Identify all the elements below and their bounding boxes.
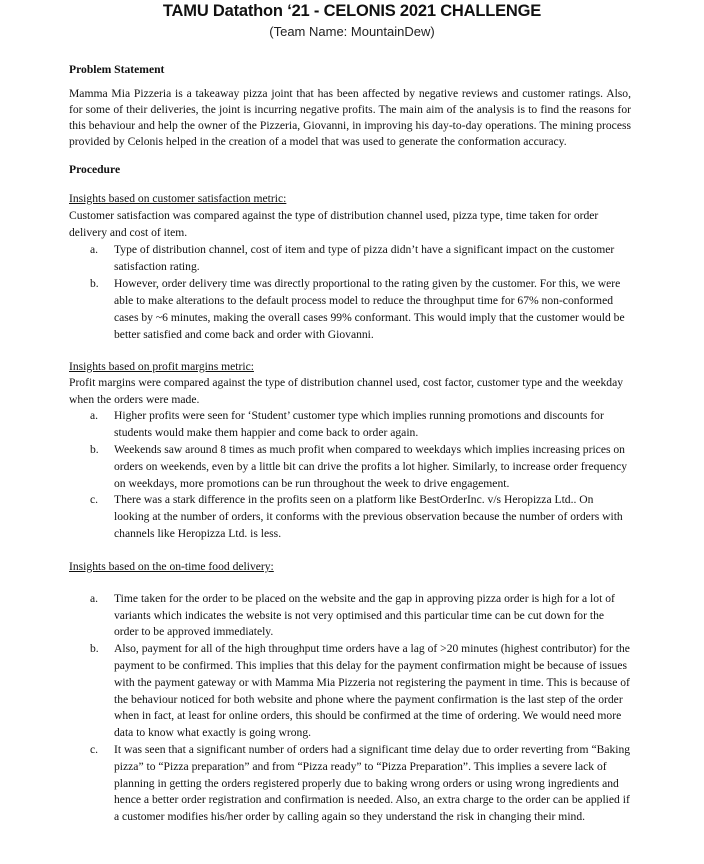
list-item <box>69 442 631 492</box>
section-heading-satisfaction: Insights based on customer satisfaction metric: <box>69 191 287 205</box>
list-item <box>69 408 631 442</box>
list-item-text: It was seen that a significant number of orders had a significant time delay due to order reverting from “Baking pizza” to “Pizza preparation” and from “Pizza ready” to “Pizza Preparation”. This implies a severe lack of planning in getting the orders registered properly due to baking wrong orders or using wrong ingredients and hence a better order registration and confirmation is needed. Also, an extra charge to the order can be applied if a customer modifies his/her order by calling again so they understand the risk in changing their mind. <box>114 742 631 824</box>
section-heading-delivery: Insights based on the on-time food delivery: <box>69 559 274 573</box>
list-item-text: However, order delivery time was directly proportional to the rating given by the customer. For this, we were able to make alterations to the default process model to reduce the throughput time for 67% non-conformed cases by ~6 minutes, making the overall cases 99% conformant. This would imply that the customer would be better satisfied and come back and order with Giovanni. <box>114 276 625 341</box>
list-item <box>69 241 631 275</box>
list-marker: b. <box>90 276 99 290</box>
list-item <box>69 641 631 742</box>
list-item <box>69 275 631 343</box>
section-intro-profit: Profit margins were compared against the type of distribution channel used, cost factor, customer type and the weekday when the orders were made. <box>69 375 624 406</box>
list-marker: a. <box>90 242 99 256</box>
list-satisfaction <box>69 241 631 343</box>
team-name: (Team Name: MountainDew) <box>269 24 435 39</box>
list-item-text: Type of distribution channel, cost of item and type of pizza didn’t have a significant impact on the customer satisfaction rating. <box>114 242 615 273</box>
list-item-text: Higher profits were seen for ‘Student’ customer type which implies running promotions and discounts for students would make them happier and come back to order again. <box>114 409 604 440</box>
list-delivery <box>69 591 631 826</box>
list-item-text: Also, payment for all of the high throughput time orders have a lag of >20 minutes (highest contributor) for the payment to be confirmed. This implies that this delay for the payment confirmation might be because of issues with the payment gateway or with Mamma Mia Pizzeria not registering the payment in time. This is because of the behaviour noticed for both website and phone where the payment confirmation is the last step of the order when in fact, at least for online orders, this should be confirmed at the time of ordering. We would need more data to know what exactly is going wrong. <box>114 642 630 740</box>
list-item-text: Time taken for the order to be placed on the website and the gap in approving pizza order is high for a lot of variants which indicates the website is not very optimised and this particular time can be cut down for the order to be approved immediately. <box>114 591 615 639</box>
list-marker: b. <box>90 442 99 456</box>
list-marker: b. <box>90 642 99 656</box>
list-profit <box>69 408 631 542</box>
list-marker: a. <box>90 409 99 423</box>
list-marker: c. <box>90 742 99 756</box>
list-marker: a. <box>90 591 99 605</box>
procedure-heading: Procedure <box>69 163 121 177</box>
problem-heading: Problem Statement <box>69 63 165 76</box>
list-item <box>69 591 631 641</box>
list-item <box>69 742 631 826</box>
list-item-text: Weekends saw around 8 times as much profit when compared to weekdays which implies increasing prices on orders on weekends, even by a little bit can drive the profits a lot higher. Similarly, to increase order frequency on weekdays, more promotions can be run throughout the week to drive engagement. <box>114 442 628 490</box>
list-item <box>69 492 631 542</box>
problem-text: Mamma Mia Pizzeria is a takeaway pizza joint that has been affected by negative reviews and customer ratings. Also, for some of their deliveries, the joint is incurring negative profits. The main aim of the analysis is to find the reasons for this behaviour and help the owner of the Pizzeria, Giovanni, in improving his day-to-day operations. The mining process provided by Celonis helped in the creation of a model that was used to generate the conformation accuracy. <box>69 87 631 149</box>
document-body <box>69 62 631 826</box>
section-intro-satisfaction: Customer satisfaction was compared against the type of distribution channel used, pizza type, time taken for order delivery and cost of item. <box>69 208 599 239</box>
section-heading-profit: Insights based on profit margins metric: <box>69 359 254 373</box>
list-item-text: There was a stark difference in the profits seen on a platform like BestOrderInc. v/s Heropizza Ltd.. On looking at the number of orders, it conforms with the previous observation because the number of orders with channels like Heropizza Ltd. is less. <box>114 493 623 540</box>
list-marker: c. <box>90 493 99 507</box>
document-title: TAMU Datathon ‘21 - CELONIS 2021 CHALLENGE <box>162 2 542 20</box>
